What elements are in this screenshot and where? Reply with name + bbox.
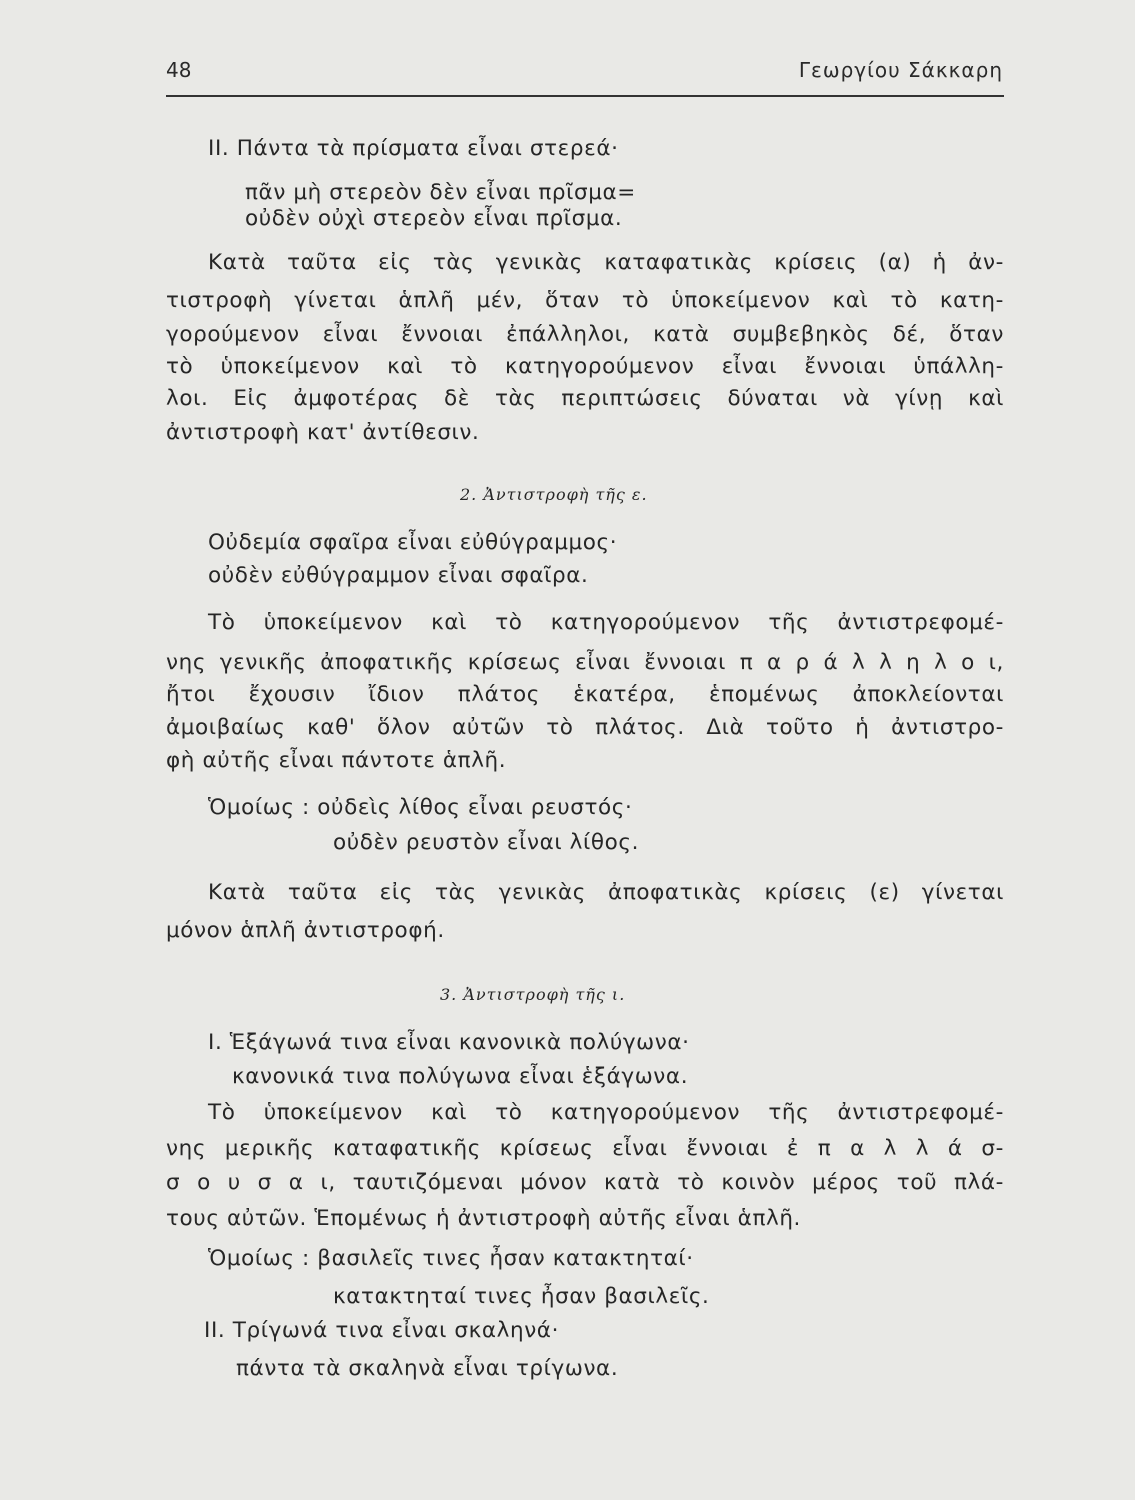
text-line: Οὐδεμία σφαῖρα εἶναι εὐθύγραμμος· xyxy=(208,530,618,555)
text-line: φὴ αὐτῆς εἶναι πάντοτε ἁπλῆ. xyxy=(166,748,507,773)
text-line: Τὸ ὑποκείμενον καὶ τὸ κατηγορούμενον τῆς ἀντιστρεφομέ- xyxy=(208,1100,1004,1125)
text-line: Κατὰ ταῦτα εἰς τὰς γενικὰς ἀποφατικὰς κρίσεις (ε) γίνεται xyxy=(208,880,1004,905)
text-line: τιστροφὴ γίνεται ἁπλῆ μέν, ὅταν τὸ ὑποκείμενον καὶ τὸ κατη- xyxy=(166,288,1004,313)
header-rule xyxy=(166,95,1004,97)
section-heading: 2. Ἀντιστροφὴ τῆς ε. xyxy=(460,485,648,504)
text-line: οὐδὲν οὐχὶ στερεὸν εἶναι πρῖσμα. xyxy=(245,206,623,231)
section-heading: 3. Ἀντιστροφὴ τῆς ι. xyxy=(440,985,626,1004)
text-line: Κατὰ ταῦτα εἰς τὰς γενικὰς καταφατικὰς κρίσεις (α) ἡ ἀν- xyxy=(208,250,1004,275)
text-line: πᾶν μὴ στερεὸν δὲν εἶναι πρῖσμα= xyxy=(245,180,636,205)
text-line: οὐδὲν εὐθύγραμμον εἶναι σφαῖρα. xyxy=(208,563,589,588)
text-line: κατακτηταί τινες ἦσαν βασιλεῖς. xyxy=(333,1284,710,1309)
text-line: Ὁμοίως : οὐδεὶς λίθος εἶναι ρευστός· xyxy=(208,795,633,820)
text-line: τους αὐτῶν. Ἑπομένως ἡ ἀντιστροφὴ αὐτῆς εἶναι ἁπλῆ. xyxy=(166,1206,801,1231)
text-line: νης μερικῆς καταφατικῆς κρίσεως εἶναι ἔννοιαι ἐ π α λ λ ά σ- xyxy=(166,1136,1004,1161)
running-title: Γεωργίου Σάκκαρη xyxy=(798,58,1003,82)
text-line: Τὸ ὑποκείμενον καὶ τὸ κατηγορούμενον τῆς ἀντιστρεφομέ- xyxy=(208,610,1004,635)
text-line: ἀντιστροφὴ κατ' ἀντίθεσιν. xyxy=(166,420,480,445)
text-line: νης γενικῆς ἀποφατικῆς κρίσεως εἶναι ἔννοιαι π α ρ ά λ λ η λ ο ι, xyxy=(166,650,1004,675)
text-line: σ ο υ σ α ι, ταυτιζόμεναι μόνον κατὰ τὸ κοινὸν μέρος τοῦ πλά- xyxy=(166,1170,1004,1195)
text-line: μόνον ἁπλῆ ἀντιστροφή. xyxy=(166,918,445,943)
text-line: II. Πάντα τὰ πρίσματα εἶναι στερεά· xyxy=(208,136,619,161)
page-number: 48 xyxy=(166,58,192,82)
text-line: τὸ ὑποκείμενον καὶ τὸ κατηγορούμενον εἶναι ἔννοιαι ὑπάλλη- xyxy=(166,354,1004,379)
text-line: λοι. Εἰς ἀμφοτέρας δὲ τὰς περιπτώσεις δύναται νὰ γίνῃ καὶ xyxy=(166,386,1004,411)
text-line: ἤτοι ἔχουσιν ἴδιον πλάτος ἑκατέρα, ἑπομένως ἀποκλείονται xyxy=(166,682,1004,707)
text-line: ἀμοιβαίως καθ' ὅλον αὐτῶν τὸ πλάτος. Διὰ τοῦτο ἡ ἀντιστρο- xyxy=(166,715,1004,740)
text-line: Ὁμοίως : βασιλεῖς τινες ἦσαν κατακτηταί· xyxy=(208,1246,694,1271)
text-line: πάντα τὰ σκαληνὰ εἶναι τρίγωνα. xyxy=(236,1356,619,1381)
text-line: II. Τρίγωνά τινα εἶναι σκαληνά· xyxy=(204,1318,560,1343)
text-line: κανονικά τινα πολύγωνα εἶναι ἑξάγωνα. xyxy=(232,1064,689,1089)
text-line: I. Ἑξάγωνά τινα εἶναι κανονικὰ πολύγωνα· xyxy=(208,1030,690,1055)
text-line: γορούμενον εἶναι ἔννοιαι ἐπάλληλοι, κατὰ συμβεβηκὸς δέ, ὅταν xyxy=(166,322,1004,347)
text-line: οὐδὲν ρευστὸν εἶναι λίθος. xyxy=(333,830,640,855)
